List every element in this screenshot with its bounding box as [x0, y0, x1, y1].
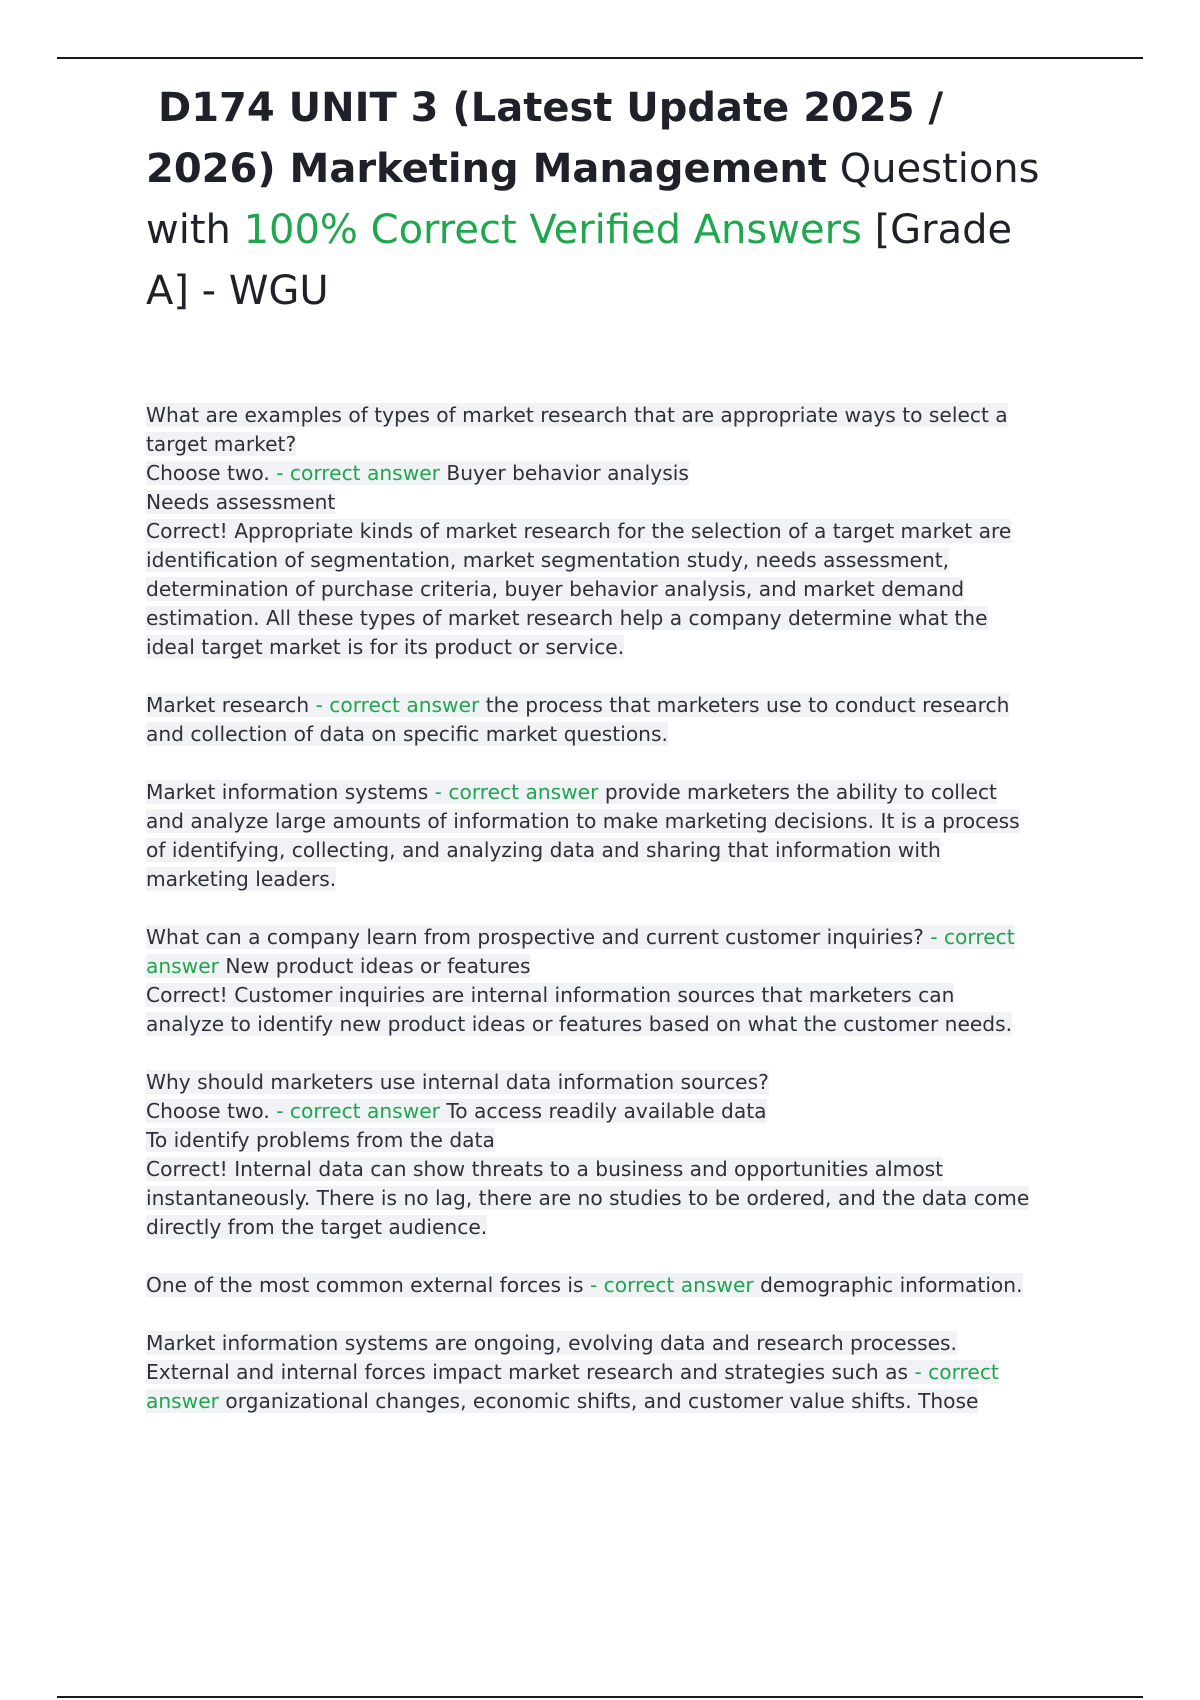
qa-line: [146, 633, 1101, 662]
title-line-1: [146, 78, 1106, 139]
qa-entry: [146, 923, 1101, 1039]
text-segment: ideal target market is for its product or service.: [146, 635, 625, 659]
text-segment: One of the most common external forces is: [146, 1273, 584, 1297]
qa-line: [146, 1358, 1101, 1387]
answer-text: the process that marketers use to conduct research: [485, 693, 1010, 717]
correct-answer-marker: - correct answer: [269, 1099, 447, 1123]
text-segment: What are examples of types of market research that are appropriate ways to select a: [146, 403, 1008, 427]
qa-line: [146, 778, 1101, 807]
qa-line-text: [146, 548, 949, 572]
qa-line: [146, 1329, 1101, 1358]
qa-line: [146, 1010, 1101, 1039]
correct-answer-marker: - correct answer: [428, 780, 605, 804]
title-line-4-text: A] - WGU: [146, 268, 329, 314]
qa-line-text: [146, 1070, 769, 1094]
qa-line-text: [146, 1273, 1023, 1297]
text-segment: instantaneously. There is no lag, there are no studies to be ordered, and the data come: [146, 1186, 1030, 1210]
bottom-rule: [57, 1696, 1143, 1698]
qa-line-text: [146, 1186, 1029, 1210]
title-line-3-end: [Grade: [861, 207, 1013, 253]
qa-line-text: [146, 1012, 1012, 1036]
title-line-1-text: D174 UNIT 3 (Latest Update 2025 /: [158, 85, 944, 131]
document-title: [146, 78, 1106, 322]
qa-line: [146, 1213, 1101, 1242]
qa-line: [146, 1271, 1101, 1300]
qa-line-text: [146, 432, 296, 456]
qa-line-text: [146, 693, 1009, 717]
qa-line-text: [146, 1157, 943, 1181]
correct-answer-marker: - correct answer: [309, 693, 486, 717]
qa-line: [146, 1097, 1101, 1126]
qa-entry: [146, 401, 1101, 662]
title-line-2: [146, 139, 1106, 200]
qa-line: [146, 1126, 1101, 1155]
qa-line-text: [146, 635, 624, 659]
qa-entry: [146, 691, 1101, 749]
text-segment: To identify problems from the data: [146, 1128, 495, 1152]
qa-line: [146, 691, 1101, 720]
title-line-2-rest: Questions: [827, 146, 1040, 192]
qa-line: [146, 575, 1101, 604]
qa-line: [146, 865, 1101, 894]
qa-line-text: [146, 954, 530, 978]
qa-line: [146, 1184, 1101, 1213]
qa-line-text: [146, 606, 988, 630]
text-segment: directly from the target audience.: [146, 1215, 488, 1239]
qa-entry: [146, 1271, 1101, 1300]
text-segment: Choose two.: [146, 461, 270, 485]
entry-spacer: [146, 1039, 1101, 1068]
text-segment: and analyze large amounts of information to make marketing decisions. It is a process: [146, 809, 1020, 833]
qa-entry: [146, 778, 1101, 894]
title-line-2-bold: 2026) Marketing Management: [146, 146, 828, 192]
text-segment: analyze to identify new product ideas or features based on what the customer needs.: [146, 1012, 1013, 1036]
qa-line: [146, 1155, 1101, 1184]
text-segment: Correct! Customer inquiries are internal information sources that marketers can: [146, 983, 955, 1007]
qa-line: [146, 459, 1101, 488]
qa-line: [146, 1068, 1101, 1097]
text-segment: Correct! Appropriate kinds of market research for the selection of a target market are: [146, 519, 1012, 543]
qa-entry: [146, 1068, 1101, 1242]
qa-line: [146, 488, 1101, 517]
text-segment: estimation. All these types of market research help a company determine what the: [146, 606, 988, 630]
qa-line: [146, 401, 1101, 430]
text-segment: Choose two.: [146, 1099, 270, 1123]
qa-line-text: [146, 838, 941, 862]
qa-line-text: [146, 519, 1011, 543]
correct-answer-marker: - correct answer: [583, 1273, 761, 1297]
title-line-3-start: with: [146, 207, 244, 253]
answer-text: New product ideas or features: [225, 954, 531, 978]
answer-text: To access readily available data: [446, 1099, 767, 1123]
qa-content: [146, 401, 1101, 1416]
text-segment: Correct! Internal data can show threats to a business and opportunities almost: [146, 1157, 944, 1181]
qa-line: [146, 836, 1101, 865]
entry-spacer: [146, 1242, 1101, 1271]
qa-line: [146, 981, 1101, 1010]
qa-entry: [146, 1329, 1101, 1416]
qa-line-text: [146, 1360, 999, 1384]
text-segment: Needs assessment: [146, 490, 336, 514]
qa-line-text: [146, 925, 1015, 949]
qa-line: [146, 807, 1101, 836]
qa-line-text: [146, 490, 335, 514]
correct-answer-marker: answer: [146, 1389, 226, 1413]
answer-text: organizational changes, economic shifts, and customer value shifts. Those: [225, 1389, 979, 1413]
qa-line-text: [146, 1099, 767, 1123]
qa-line: [146, 430, 1101, 459]
qa-line-text: [146, 809, 1020, 833]
qa-line-text: [146, 780, 997, 804]
qa-line: [146, 720, 1101, 749]
qa-line: [146, 952, 1101, 981]
text-segment: What can a company learn from prospective and current customer inquiries?: [146, 925, 924, 949]
title-line-3: [146, 200, 1106, 261]
title-line-3-green: 100% Correct Verified Answers: [243, 207, 862, 253]
text-segment: Market information systems: [146, 780, 429, 804]
qa-line: [146, 923, 1101, 952]
qa-line: [146, 517, 1101, 546]
qa-line-text: [146, 403, 1008, 427]
correct-answer-marker: - correct: [908, 1360, 999, 1384]
correct-answer-marker: - correct answer: [269, 461, 447, 485]
text-segment: and collection of data on specific market questions.: [146, 722, 668, 746]
qa-line-text: [146, 983, 954, 1007]
answer-text: demographic information.: [760, 1273, 1023, 1297]
qa-line-text: [146, 1389, 978, 1413]
qa-line-text: [146, 1215, 487, 1239]
entry-spacer: [146, 1300, 1101, 1329]
text-segment: External and internal forces impact market research and strategies such as: [146, 1360, 909, 1384]
qa-line-text: [146, 461, 689, 485]
qa-line-text: [146, 722, 668, 746]
answer-text: Buyer behavior analysis: [446, 461, 689, 485]
text-segment: of identifying, collecting, and analyzing data and sharing that information with: [146, 838, 941, 862]
text-segment: identification of segmentation, market segmentation study, needs assessment,: [146, 548, 950, 572]
text-segment: target market?: [146, 432, 297, 456]
qa-line-text: [146, 867, 336, 891]
title-line-4: [146, 261, 1106, 322]
text-segment: Market information systems are ongoing, evolving data and research processes.: [146, 1331, 957, 1355]
qa-line: [146, 604, 1101, 633]
text-segment: determination of purchase criteria, buyer behavior analysis, and market demand: [146, 577, 965, 601]
answer-text: provide marketers the ability to collect: [604, 780, 997, 804]
top-rule: [57, 57, 1143, 59]
qa-line: [146, 546, 1101, 575]
qa-line: [146, 1387, 1101, 1416]
qa-line-text: [146, 1331, 957, 1355]
qa-line-text: [146, 1128, 495, 1152]
text-segment: marketing leaders.: [146, 867, 337, 891]
correct-answer-marker: - correct: [923, 925, 1015, 949]
entry-spacer: [146, 749, 1101, 778]
text-segment: Market research: [146, 693, 310, 717]
correct-answer-marker: answer: [146, 954, 226, 978]
entry-spacer: [146, 894, 1101, 923]
qa-line-text: [146, 577, 964, 601]
text-segment: Why should marketers use internal data information sources?: [146, 1070, 769, 1094]
entry-spacer: [146, 662, 1101, 691]
